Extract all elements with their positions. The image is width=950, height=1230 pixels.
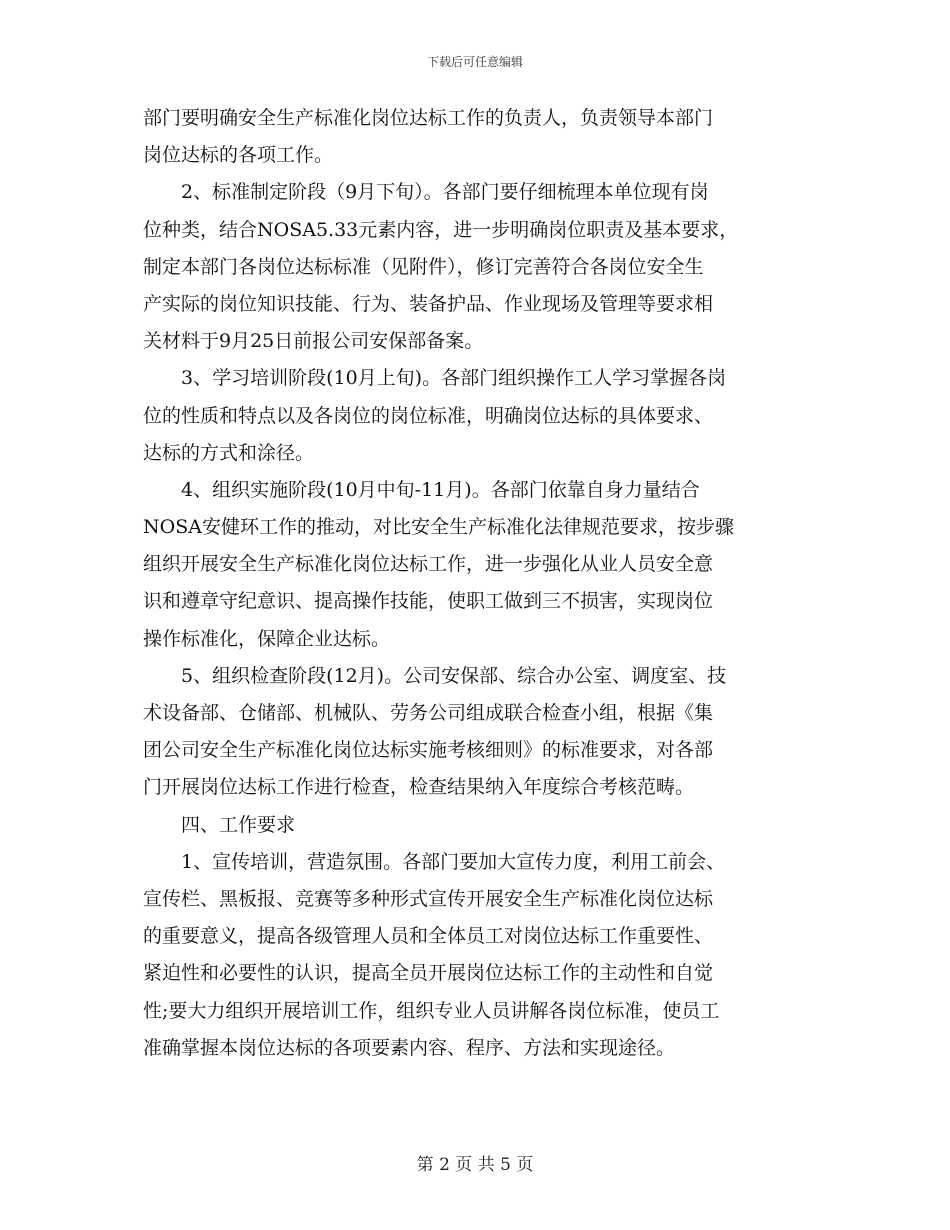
text-line: 识和遵章守纪意识、提高操作技能，使职工做到三不损害，实现岗位 [143, 590, 714, 613]
text-line: 3、学习培训阶段(10月上旬)。各部门组织操作工人学习掌握各岗 [181, 367, 727, 390]
text-line: 组织开展安全生产标准化岗位达标工作，进一步强化从业人员安全意 [143, 553, 714, 576]
text-line: 达标的方式和涂径。 [143, 441, 315, 464]
text-line: 1、宣传培训，营造氛围。各部门要加大宣传力度，利用工前会、 [181, 850, 726, 873]
text-line: 宣传栏、黑板报、竞赛等多种形式宣传开展安全生产标准化岗位达标 [143, 887, 714, 910]
page-header: 下载后可任意编辑 [426, 55, 523, 69]
text-line: 4、组织实施阶段(10月中旬-11月)。各部门依靠自身力量结合 [181, 478, 700, 501]
document-body [143, 100, 811, 1067]
text-line: NOSA安健环工作的推动，对比安全生产标准化法律规范要求，按步骤 [143, 516, 734, 539]
text-line: 岗位达标的各项工作。 [143, 144, 334, 167]
text-line: 的重要意义，提高各级管理人员和全体员工对岗位达标工作重要性、 [143, 925, 714, 948]
text-line: 制定本部门各岗位达标标准（见附件），修订完善符合各岗位安全生 [143, 255, 704, 278]
text-line: 2、标准制定阶段（9月下旬）。各部门要仔细梳理本单位现有岗 [181, 181, 709, 204]
text-line: 四、工作要求 [181, 813, 296, 836]
page-footer: 第 2 页 共 5 页 [416, 1155, 534, 1175]
text-line: 位的性质和特点以及各岗位的岗位标准，明确岗位达标的具体要求、 [143, 404, 714, 427]
text-line: 部门要明确安全生产标准化岗位达标工作的负责人，负责领导本部门 [143, 107, 714, 129]
text-line: 准确掌握本岗位达标的各项要素内容、程序、方法和实现途径。 [143, 1036, 676, 1059]
text-line: 产实际的岗位知识技能、行为、装备护品、作业现场及管理等要求相 [143, 292, 714, 315]
text-line: 5、组织检查阶段(12月)。公司安保部、综合办公室、调度室、技 [181, 664, 727, 687]
text-line: 紧迫性和必要性的认识，提高全员开展岗位达标工作的主动性和自觉 [143, 962, 714, 985]
text-line: 位种类，结合NOSA5.33元素内容，进一步明确岗位职责及基本要求， [143, 218, 739, 241]
text-line: 门开展岗位达标工作进行检查，检查结果纳入年度综合考核范畴。 [143, 776, 695, 799]
text-line: 操作标准化，保障企业达标。 [143, 627, 391, 650]
text-line: 性;要大力组织开展培训工作，组织专业人员讲解各岗位标准，使员工 [143, 999, 720, 1022]
text-line: 团公司安全生产标准化岗位达标实施考核细则》的标准要求，对各部 [143, 739, 714, 762]
text-line: 关材料于9月25日前报公司安保部备案。 [143, 330, 484, 353]
text-line: 术设备部、仓储部、机械队、劳务公司组成联合检查小组，根据《集 [143, 702, 714, 724]
